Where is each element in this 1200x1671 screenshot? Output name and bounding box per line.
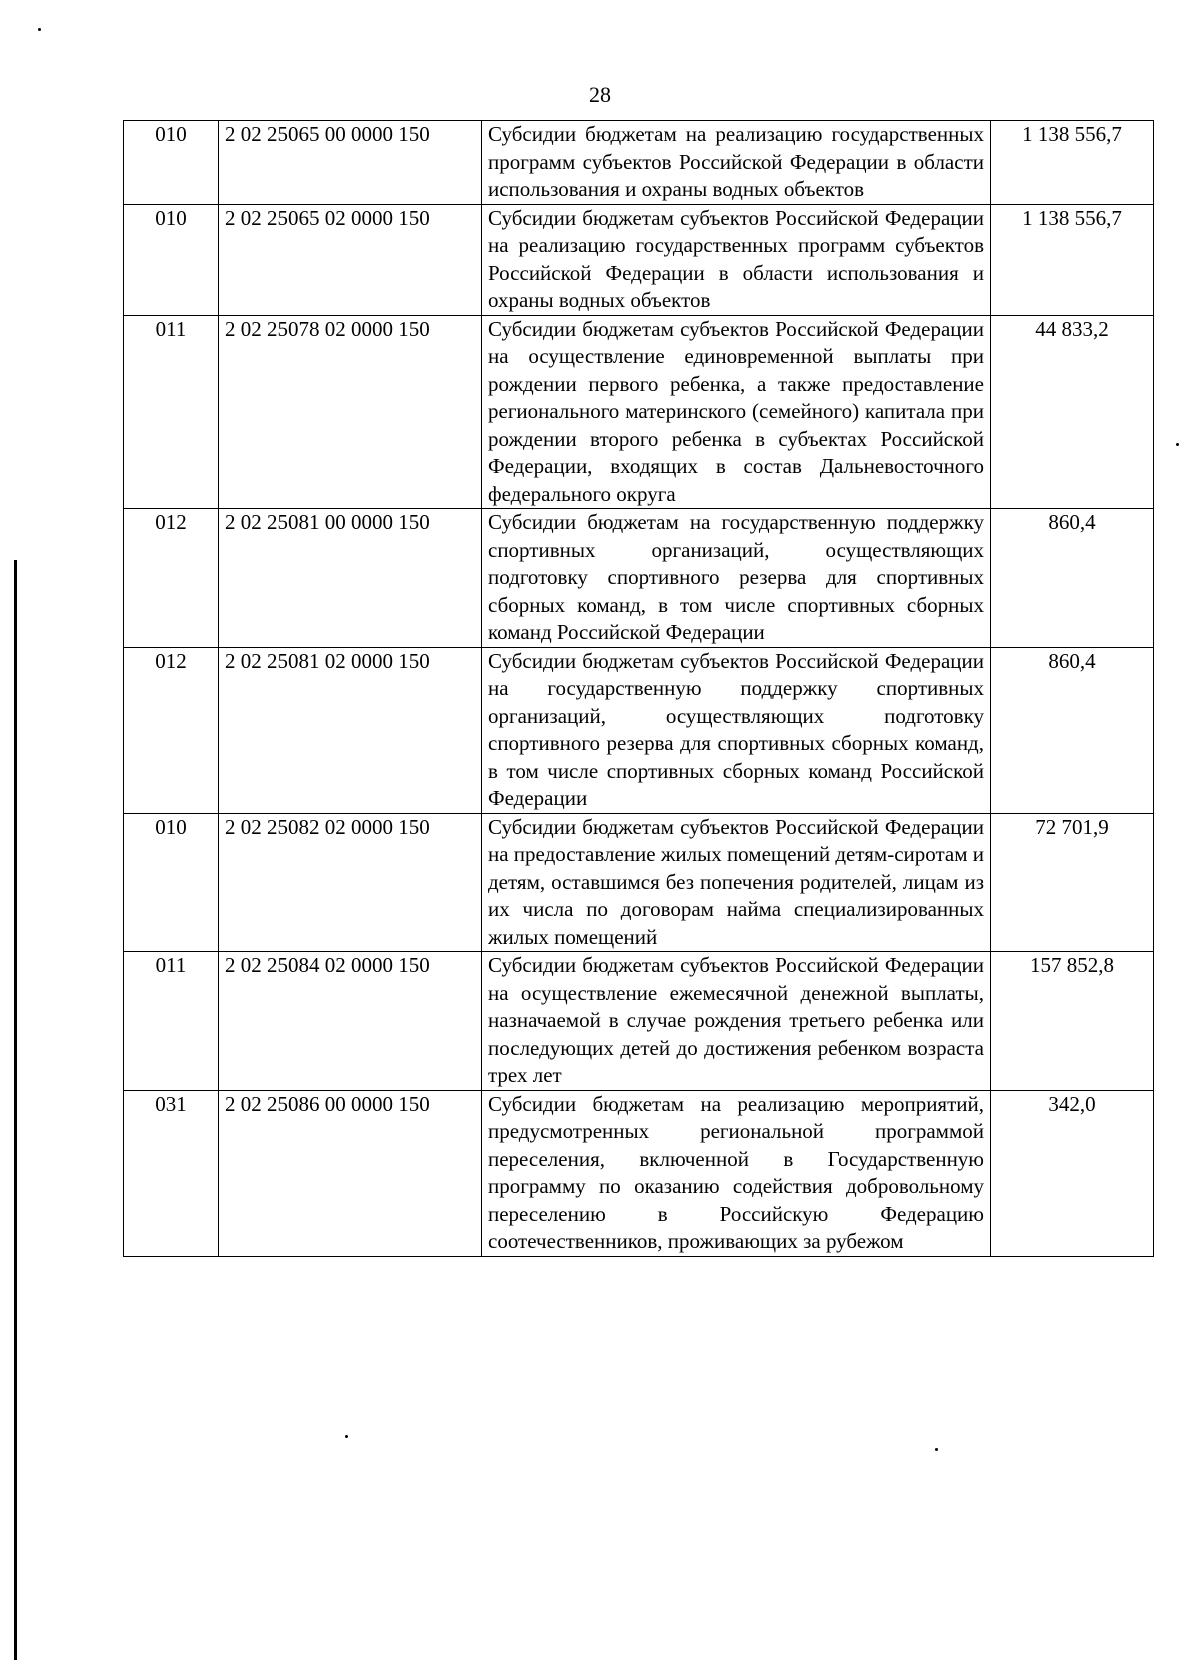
scan-edge-mark xyxy=(14,560,17,1660)
scan-dust-dot xyxy=(345,1435,348,1438)
amount-cell: 342,0 xyxy=(991,1090,1154,1256)
table-row xyxy=(124,509,1154,648)
table-row xyxy=(124,813,1154,952)
description-cell: Субсидии бюджетам субъектов Российской Федерации на реализацию государственных программ субъектов Российской Федерации в области использования и охраны водных объектов xyxy=(482,204,991,315)
budget-table xyxy=(123,120,1154,1257)
amount-cell: 860,4 xyxy=(991,647,1154,813)
admin-code-cell: 031 xyxy=(124,1090,219,1256)
scan-dust-dot xyxy=(38,28,41,31)
description-cell: Субсидии бюджетам субъектов Российской Федерации на осуществление ежемесячной денежной выплаты, назначаемой в случае рождения третьего ребенка или последующих детей до достижения ребенком возраста трех лет xyxy=(482,952,991,1091)
description-cell: Субсидии бюджетам субъектов Российской Федерации на предоставление жилых помещений детям-сиротам и детям, оставшимся без попечения родителей, лицам из их числа по договорам найма специализированных жилых помещений xyxy=(482,813,991,952)
budget-classification-code-cell: 2 02 25078 02 0000 150 xyxy=(219,315,482,509)
amount-cell: 72 701,9 xyxy=(991,813,1154,952)
budget-classification-code-cell: 2 02 25086 00 0000 150 xyxy=(219,1090,482,1256)
admin-code-cell: 012 xyxy=(124,509,219,648)
admin-code-cell: 010 xyxy=(124,813,219,952)
admin-code-cell: 012 xyxy=(124,647,219,813)
description-cell: Субсидии бюджетам на государственную поддержку спортивных организаций, осуществляющих подготовку спортивного резерва для спортивных сборных команд, в том числе спортивных сборных команд Российской Федерации xyxy=(482,509,991,648)
table-row xyxy=(124,1090,1154,1256)
budget-classification-code-cell: 2 02 25082 02 0000 150 xyxy=(219,813,482,952)
amount-cell: 1 138 556,7 xyxy=(991,204,1154,315)
amount-cell: 1 138 556,7 xyxy=(991,121,1154,205)
description-cell: Субсидии бюджетам на реализацию государственных программ субъектов Российской Федерации в области использования и охраны водных объектов xyxy=(482,121,991,205)
amount-cell: 44 833,2 xyxy=(991,315,1154,509)
table-row xyxy=(124,121,1154,205)
admin-code-cell: 011 xyxy=(124,952,219,1091)
page-number: 28 xyxy=(589,82,611,107)
description-cell: Субсидии бюджетам субъектов Российской Федерации на государственную поддержку спортивных организаций, осуществляющих подготовку спортивного резерва для спортивных сборных команд, в том числе спортивных сборных команд Российской Федерации xyxy=(482,647,991,813)
description-cell: Субсидии бюджетам субъектов Российской Федерации на осуществление единовременной выплаты при рождении первого ребенка, а также предоставление регионального материнского (семейного) капитала при рождении второго ребенка в субъектах Российской Федерации, входящих в состав Дальневосточного федерального округа xyxy=(482,315,991,509)
admin-code-cell: 011 xyxy=(124,315,219,509)
admin-code-cell: 010 xyxy=(124,204,219,315)
scan-dust-dot xyxy=(935,1448,938,1451)
scan-dust-dot xyxy=(1176,443,1179,446)
table-row xyxy=(124,315,1154,509)
description-cell: Субсидии бюджетам на реализацию мероприятий, предусмотренных региональной программой переселения, включенной в Государственную программу по оказанию содействия добровольному переселению в Российскую Федерацию соотечественников, проживающих за рубежом xyxy=(482,1090,991,1256)
budget-classification-code-cell: 2 02 25065 02 0000 150 xyxy=(219,204,482,315)
budget-classification-code-cell: 2 02 25084 02 0000 150 xyxy=(219,952,482,1091)
table-row xyxy=(124,204,1154,315)
admin-code-cell: 010 xyxy=(124,121,219,205)
table-row xyxy=(124,647,1154,813)
amount-cell: 157 852,8 xyxy=(991,952,1154,1091)
budget-classification-code-cell: 2 02 25081 02 0000 150 xyxy=(219,647,482,813)
budget-classification-code-cell: 2 02 25081 00 0000 150 xyxy=(219,509,482,648)
budget-classification-code-cell: 2 02 25065 00 0000 150 xyxy=(219,121,482,205)
table-row xyxy=(124,952,1154,1091)
amount-cell: 860,4 xyxy=(991,509,1154,648)
